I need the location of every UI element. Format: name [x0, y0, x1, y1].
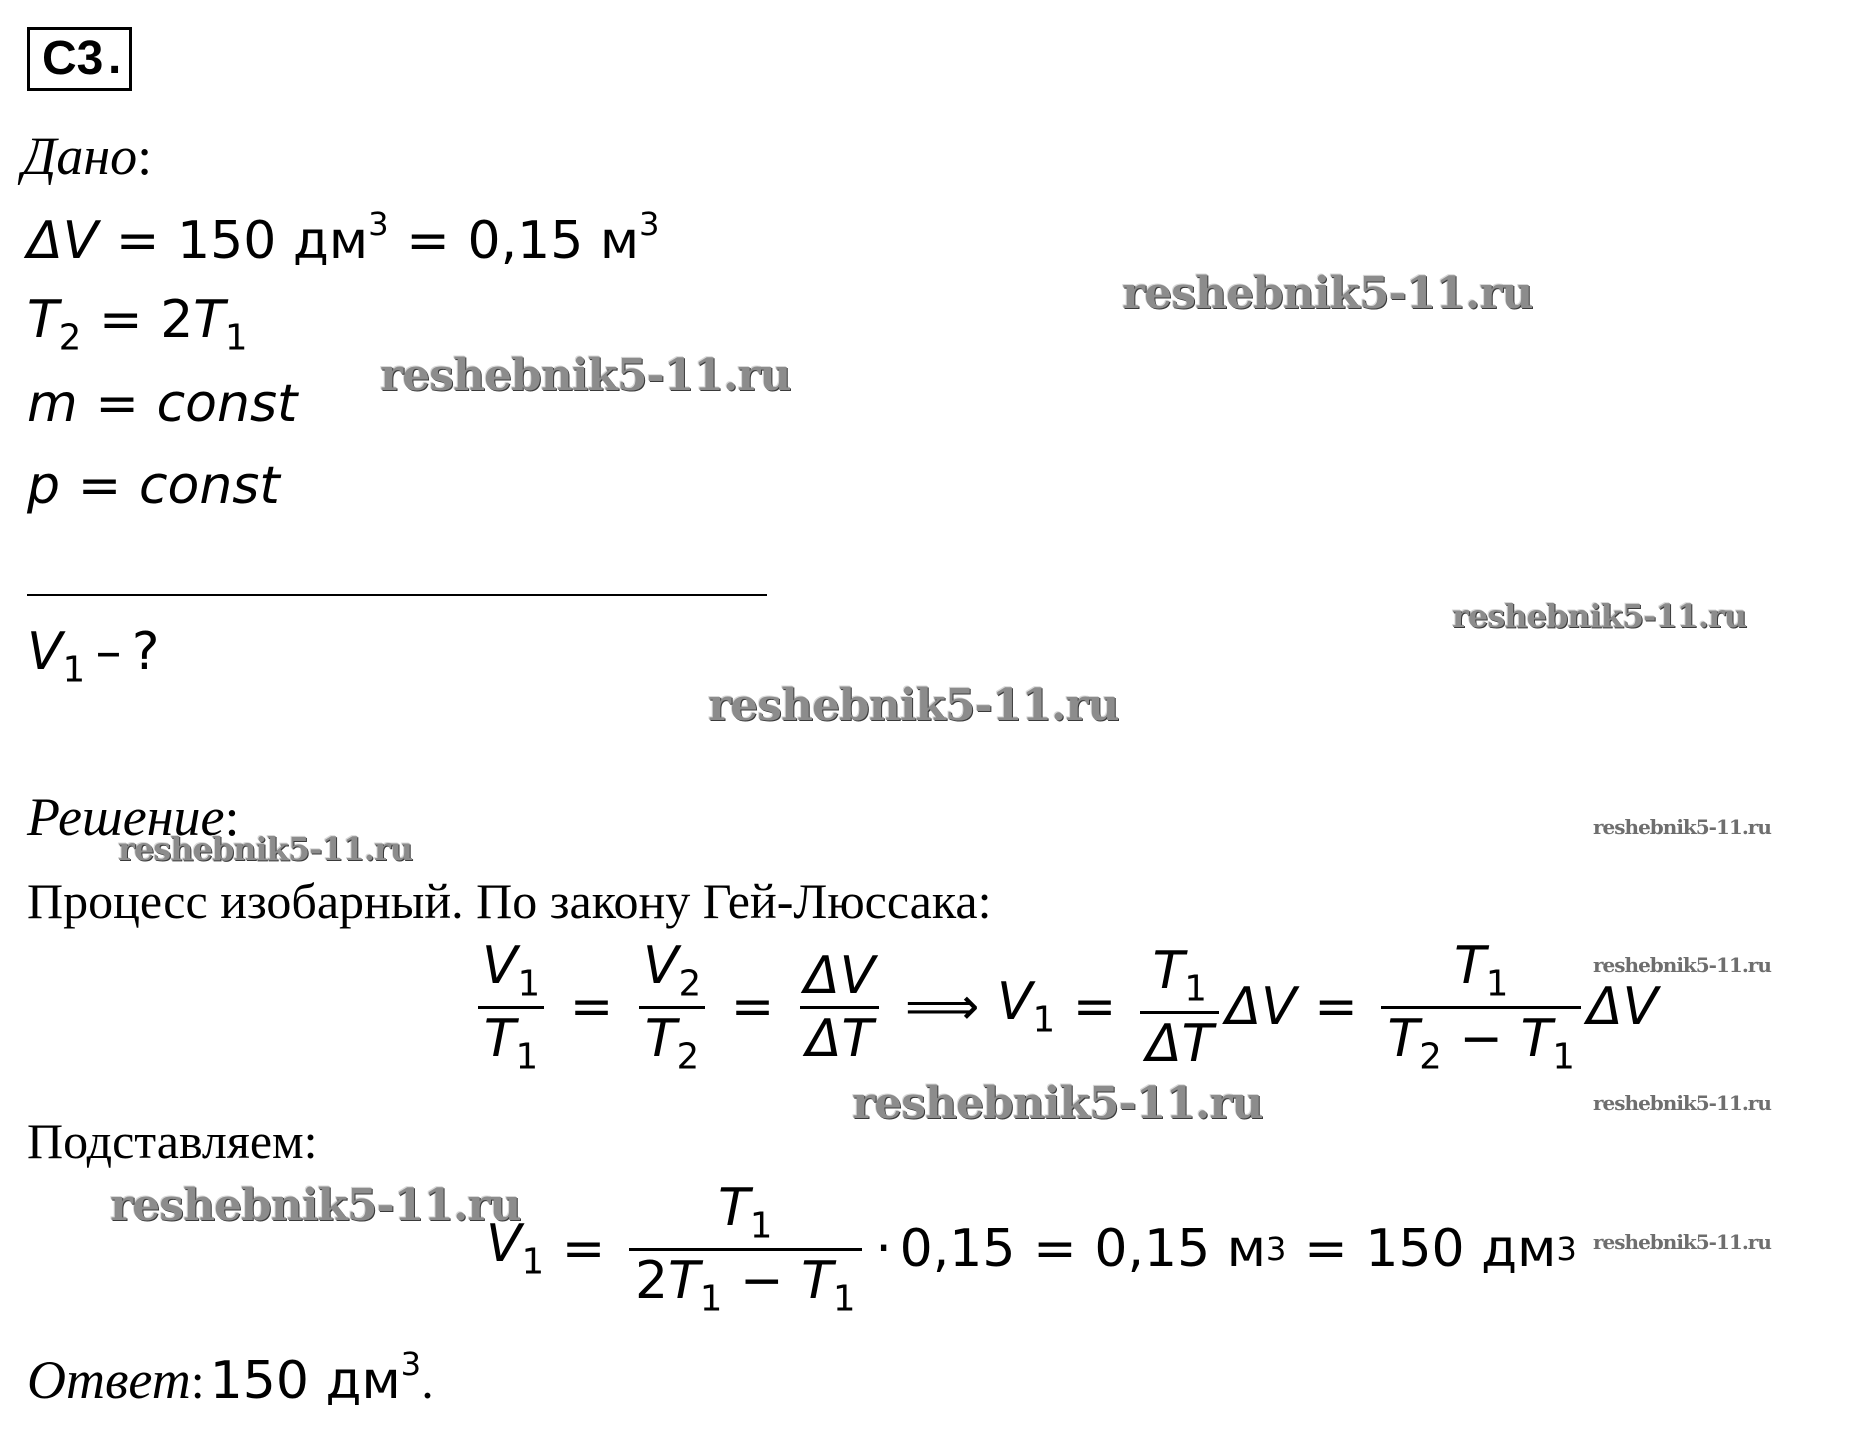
substitution-result-si-unit: м — [1226, 1219, 1266, 1280]
given-delta-volume-value: 150 — [177, 211, 277, 272]
given-temperature-factor: 2 — [160, 290, 194, 350]
find-question-mark: ? — [131, 622, 160, 682]
substitution-result-unit: дм — [1481, 1219, 1557, 1280]
answer-colon: : — [190, 1353, 205, 1410]
given-temperature-relation: $T_2 = 2T_1$ — [27, 290, 248, 359]
gay-lussac-equation: $\frac{V_1}{T_1}$ = $\frac{V_2}{T_2}$ = $\frac{\Delta V}{\Delta T}$ ⟹ $V_1$ = $\frac{T_1}{\Delta T}$ ΔV = $\frac{T_1}{T_2 - T_1}$ ΔV — [470, 940, 1658, 1074]
watermark: reshebnik5-11.ru — [708, 680, 1119, 731]
watermark: reshebnik5-11.ru — [1593, 815, 1771, 839]
fraction-t1-2t1-minus-t1: $\frac{T_1}{2T_1 - T_1}$ — [629, 1182, 862, 1316]
fraction-t1-t2-minus-t1: $\frac{T_1}{T_2 - T_1}$ — [1381, 940, 1580, 1074]
given-mass-rhs: const — [156, 374, 298, 434]
solution-substitute-text: Подставляем: — [27, 1113, 318, 1169]
watermark: reshebnik5-11.ru — [1593, 1091, 1771, 1115]
substitution-value: 0,15 — [899, 1219, 1016, 1280]
given-delta-volume-si-unit: м — [599, 211, 640, 272]
given-delta-volume-si-value: 0,15 — [467, 211, 584, 272]
watermark: reshebnik5-11.ru — [380, 350, 791, 401]
fraction-dv-dt: $\frac{\Delta V}{\Delta T}$ — [798, 950, 881, 1065]
solution-heading-text: Решение — [27, 787, 225, 847]
answer-heading: Ответ — [27, 1350, 191, 1411]
answer-unit: дм — [325, 1351, 401, 1412]
given-pressure-constant: p = const — [27, 456, 280, 516]
given-heading-colon: : — [137, 126, 153, 186]
watermark: reshebnik5-11.ru — [1593, 953, 1771, 977]
substitution-result-si: 0,15 — [1094, 1219, 1211, 1280]
solution-heading-colon: : — [224, 787, 240, 847]
watermark: reshebnik5-11.ru — [110, 1180, 521, 1231]
substitution-result: 150 — [1365, 1219, 1465, 1280]
substitution-factor: 2 — [635, 1250, 669, 1311]
fraction-t1-dt: $\frac{T_1}{\Delta T}$ — [1140, 945, 1219, 1070]
task-label-text: C3 — [42, 32, 104, 85]
watermark: reshebnik5-11.ru — [118, 830, 413, 868]
given-heading-text: Дано — [22, 126, 138, 186]
find-question: $V_1$ – ? — [27, 622, 160, 691]
fraction-v1-t1: $\frac{V_1}{T_1}$ — [476, 940, 546, 1074]
watermark: reshebnik5-11.ru — [1593, 1230, 1771, 1254]
given-delta-volume-unit: дм — [292, 211, 369, 272]
given-delta-volume: ΔV = 150 $дм^3 = 0,15$ $м^3$ — [27, 205, 660, 272]
solution-process-text: Процесс изобарный. По закону Гей-Люссака: — [27, 873, 992, 929]
watermark: reshebnik5-11.ru — [1452, 597, 1747, 635]
watermark: reshebnik5-11.ru — [1122, 268, 1533, 319]
given-find-divider — [27, 594, 767, 596]
given-mass-constant: m = const — [27, 374, 298, 434]
answer-value: 150 — [209, 1351, 309, 1412]
task-label-dot: . — [108, 31, 122, 84]
answer-line: Ответ: 150 $дм^3$. — [27, 1345, 434, 1412]
fraction-v2-t2: $\frac{V_2}{T_2}$ — [637, 940, 707, 1074]
watermark: reshebnik5-11.ru — [852, 1078, 1263, 1129]
answer-period: . — [421, 1353, 434, 1410]
given-heading — [22, 125, 152, 187]
substitution-equation: $V_1$ = $\frac{T_1}{2T_1 - T_1}$ · 0,15 = 0,15 м 3 = 150 дм 3 — [486, 1178, 1577, 1320]
given-pressure-rhs: const — [138, 456, 280, 516]
